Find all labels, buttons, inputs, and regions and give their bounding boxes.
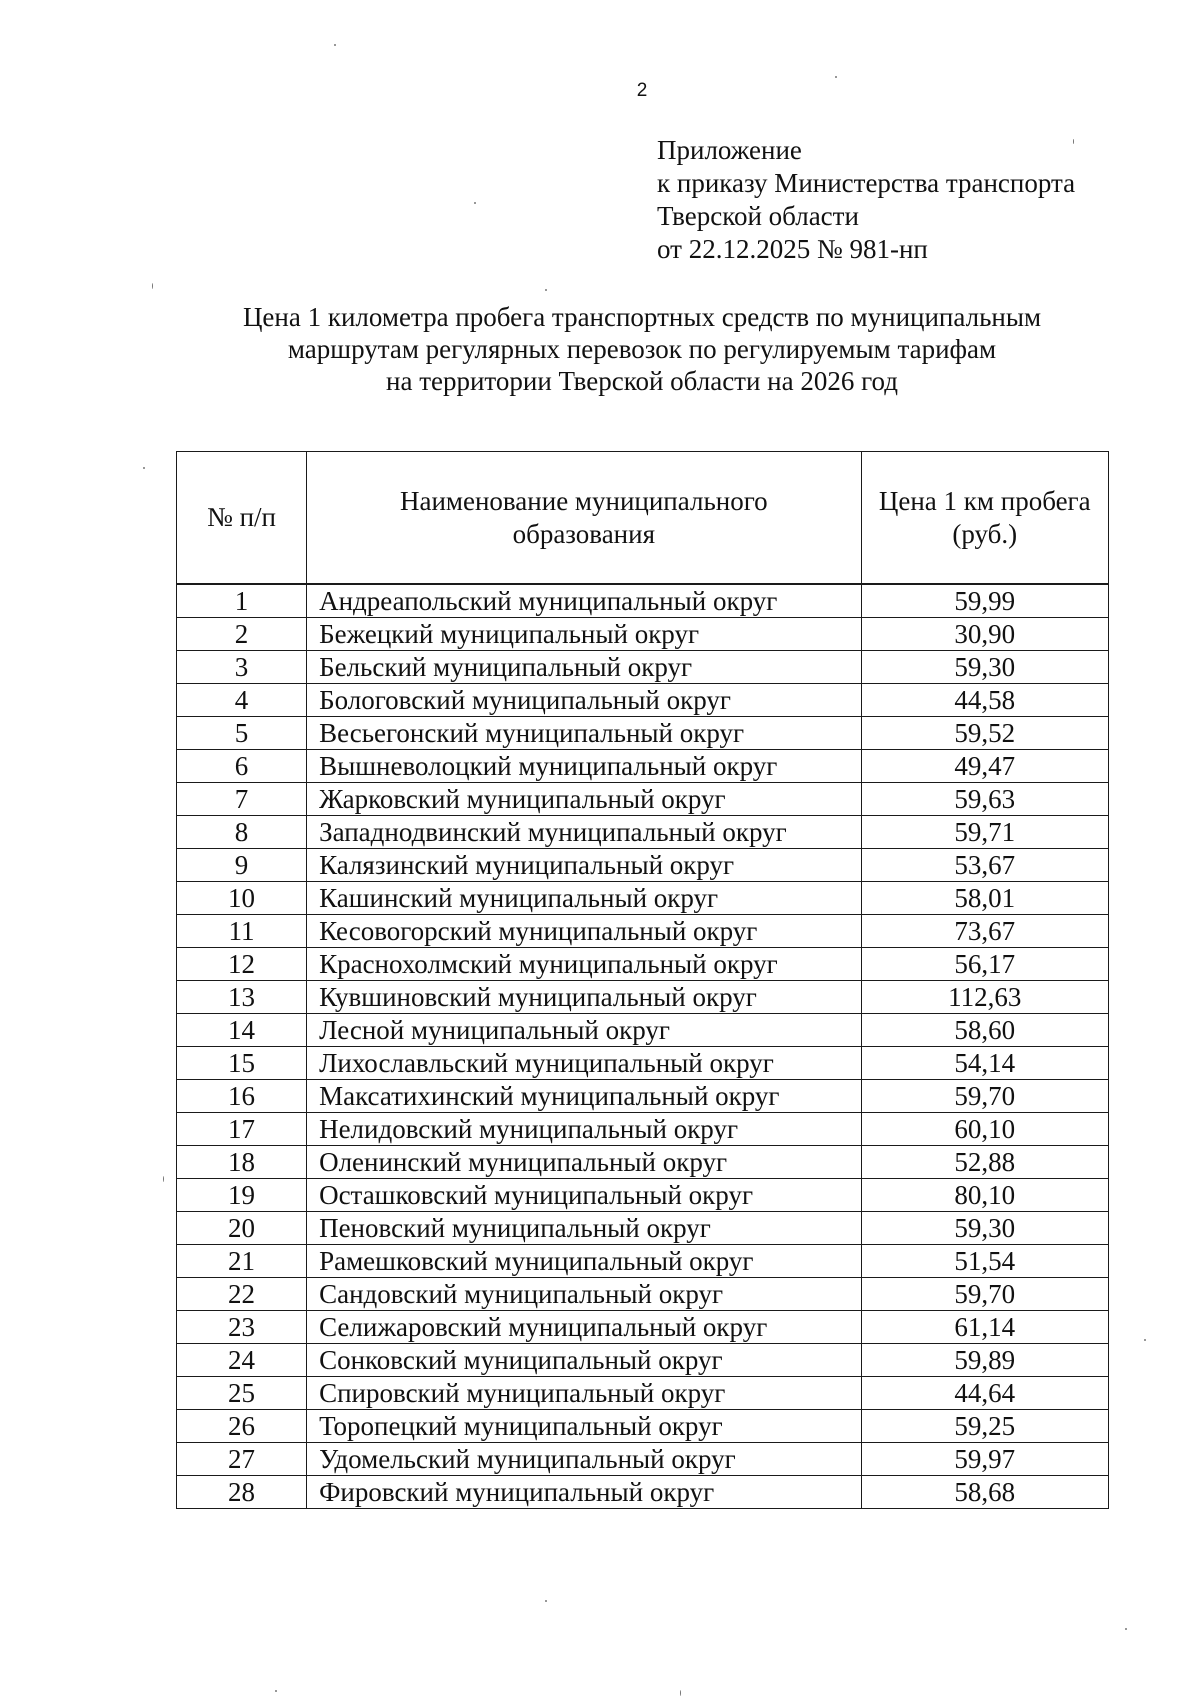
municipality-name: Андреапольский муниципальный округ (307, 584, 861, 618)
table-row (177, 816, 1109, 849)
appendix-line: Тверской области (657, 201, 859, 231)
table-row (177, 783, 1109, 816)
row-number: 17 (177, 1113, 307, 1146)
table-row (177, 584, 1109, 618)
scan-speck (275, 1690, 277, 1692)
row-number: 10 (177, 882, 307, 915)
table-row (177, 1245, 1109, 1278)
table-row (177, 1410, 1109, 1443)
municipality-name: Осташковский муниципальный округ (307, 1179, 861, 1212)
scan-speck (474, 202, 476, 204)
table-row (177, 1014, 1109, 1047)
scan-speck (143, 467, 145, 469)
appendix-line: к приказу Министерства транспорта (657, 168, 1076, 198)
header-name (307, 452, 861, 585)
price-per-km: 51,54 (861, 1245, 1108, 1278)
row-number: 16 (177, 1080, 307, 1113)
table-row (177, 1146, 1109, 1179)
municipality-name: Лихославльский муниципальный округ (307, 1047, 861, 1080)
municipality-name: Калязинский муниципальный округ (307, 849, 861, 882)
municipality-name: Оленинский муниципальный округ (307, 1146, 861, 1179)
municipality-name: Краснохолмский муниципальный округ (307, 948, 861, 981)
municipality-name: Кашинский муниципальный округ (307, 882, 861, 915)
price-per-km: 58,60 (861, 1014, 1108, 1047)
document-title (0, 301, 1200, 397)
price-per-km: 52,88 (861, 1146, 1108, 1179)
price-per-km: 44,64 (861, 1377, 1108, 1410)
scan-speck (1144, 1339, 1146, 1341)
price-per-km: 60,10 (861, 1113, 1108, 1146)
table-row (177, 618, 1109, 651)
price-per-km: 59,63 (861, 783, 1108, 816)
municipality-name: Максатихинский муниципальный округ (307, 1080, 861, 1113)
price-per-km: 80,10 (861, 1179, 1108, 1212)
table-row (177, 849, 1109, 882)
row-number: 18 (177, 1146, 307, 1179)
title-line: Цена 1 километра пробега транспортных средств по муниципальным (242, 302, 1042, 332)
scan-speck (334, 44, 336, 46)
municipality-name: Бежецкий муниципальный округ (307, 618, 861, 651)
municipality-name: Спировский муниципальный округ (307, 1377, 861, 1410)
row-number: 22 (177, 1278, 307, 1311)
table-row (177, 1179, 1109, 1212)
row-number: 7 (177, 783, 307, 816)
price-per-km: 53,67 (861, 849, 1108, 882)
price-per-km: 49,47 (861, 750, 1108, 783)
table-row (177, 882, 1109, 915)
table-row (177, 651, 1109, 684)
row-number: 1 (177, 584, 307, 618)
price-per-km: 73,67 (861, 915, 1108, 948)
row-number: 25 (177, 1377, 307, 1410)
table-row (177, 1344, 1109, 1377)
row-number: 23 (177, 1311, 307, 1344)
row-number: 15 (177, 1047, 307, 1080)
price-per-km: 59,70 (861, 1278, 1108, 1311)
table-row (177, 1278, 1109, 1311)
row-number: 2 (177, 618, 307, 651)
price-per-km: 56,17 (861, 948, 1108, 981)
row-number: 5 (177, 717, 307, 750)
scan-speck (835, 76, 837, 78)
table-row (177, 1113, 1109, 1146)
scan-speck (680, 1690, 681, 1696)
row-number: 19 (177, 1179, 307, 1212)
scan-speck (163, 1176, 164, 1182)
appendix-block (657, 134, 1075, 266)
table-row (177, 1443, 1109, 1476)
appendix-line: Приложение (657, 135, 802, 165)
header-price-line: (руб.) (952, 518, 1018, 549)
price-per-km: 112,63 (861, 981, 1108, 1014)
row-number: 14 (177, 1014, 307, 1047)
table-row (177, 948, 1109, 981)
municipality-name: Кесовогорский муниципальный округ (307, 915, 861, 948)
row-number: 12 (177, 948, 307, 981)
row-number: 21 (177, 1245, 307, 1278)
table-row (177, 684, 1109, 717)
price-per-km: 59,30 (861, 651, 1108, 684)
table-row (177, 1212, 1109, 1245)
table-row (177, 1047, 1109, 1080)
price-per-km: 58,01 (861, 882, 1108, 915)
table-row (177, 1311, 1109, 1344)
row-number: 20 (177, 1212, 307, 1245)
price-per-km: 30,90 (861, 618, 1108, 651)
header-price (861, 452, 1108, 585)
table-header-row (177, 452, 1109, 585)
municipality-name: Сонковский муниципальный округ (307, 1344, 861, 1377)
table-row (177, 1476, 1109, 1509)
price-per-km: 59,99 (861, 584, 1108, 618)
price-per-km: 59,30 (861, 1212, 1108, 1245)
scan-speck (152, 283, 153, 289)
scan-speck (545, 1600, 547, 1602)
tariff-table (176, 451, 1109, 1509)
municipality-name: Бологовский муниципальный округ (307, 684, 861, 717)
municipality-name: Сандовский муниципальный округ (307, 1278, 861, 1311)
table-row (177, 981, 1109, 1014)
scan-speck (545, 289, 547, 291)
row-number: 28 (177, 1476, 307, 1509)
municipality-name: Бельский муниципальный округ (307, 651, 861, 684)
municipality-name: Вышневолоцкий муниципальный округ (307, 750, 861, 783)
municipality-name: Рамешковский муниципальный округ (307, 1245, 861, 1278)
row-number: 4 (177, 684, 307, 717)
row-number: 8 (177, 816, 307, 849)
price-per-km: 59,52 (861, 717, 1108, 750)
municipality-name: Кувшиновский муниципальный округ (307, 981, 861, 1014)
price-per-km: 61,14 (861, 1311, 1108, 1344)
price-per-km: 59,71 (861, 816, 1108, 849)
scan-speck (1073, 139, 1074, 144)
row-number: 9 (177, 849, 307, 882)
price-per-km: 44,58 (861, 684, 1108, 717)
table-row (177, 915, 1109, 948)
header-name-line: образования (512, 518, 656, 549)
row-number: 3 (177, 651, 307, 684)
row-number: 24 (177, 1344, 307, 1377)
price-per-km: 59,89 (861, 1344, 1108, 1377)
price-per-km: 58,68 (861, 1476, 1108, 1509)
price-per-km: 59,25 (861, 1410, 1108, 1443)
table-row (177, 1080, 1109, 1113)
table-row (177, 750, 1109, 783)
page-number: 2 (636, 80, 648, 101)
municipality-name: Фировский муниципальный округ (307, 1476, 861, 1509)
price-per-km: 59,97 (861, 1443, 1108, 1476)
row-number: 26 (177, 1410, 307, 1443)
row-number: 13 (177, 981, 307, 1014)
municipality-name: Торопецкий муниципальный округ (307, 1410, 861, 1443)
scan-speck (1125, 1628, 1127, 1630)
municipality-name: Весьегонский муниципальный округ (307, 717, 861, 750)
municipality-name: Жарковский муниципальный округ (307, 783, 861, 816)
municipality-name: Удомельский муниципальный округ (307, 1443, 861, 1476)
header-num: № п/п (177, 452, 307, 585)
table-row (177, 1377, 1109, 1410)
price-per-km: 59,70 (861, 1080, 1108, 1113)
table-body (177, 584, 1109, 1509)
municipality-name: Селижаровский муниципальный округ (307, 1311, 861, 1344)
row-number: 27 (177, 1443, 307, 1476)
table-row (177, 717, 1109, 750)
title-line: маршрутам регулярных перевозок по регулируемым тарифам (287, 334, 997, 364)
appendix-line: от 22.12.2025 № 981-нп (657, 234, 928, 264)
municipality-name: Пеновский муниципальный округ (307, 1212, 861, 1245)
header-price-line: Цена 1 км пробега (878, 485, 1091, 516)
municipality-name: Лесной муниципальный округ (307, 1014, 861, 1047)
price-per-km: 54,14 (861, 1047, 1108, 1080)
row-number: 11 (177, 915, 307, 948)
row-number: 6 (177, 750, 307, 783)
municipality-name: Западнодвинский муниципальный округ (307, 816, 861, 849)
municipality-name: Нелидовский муниципальный округ (307, 1113, 861, 1146)
title-line: на территории Тверской области на 2026 год (386, 366, 898, 396)
header-name-line: Наименование муниципального (399, 485, 768, 516)
